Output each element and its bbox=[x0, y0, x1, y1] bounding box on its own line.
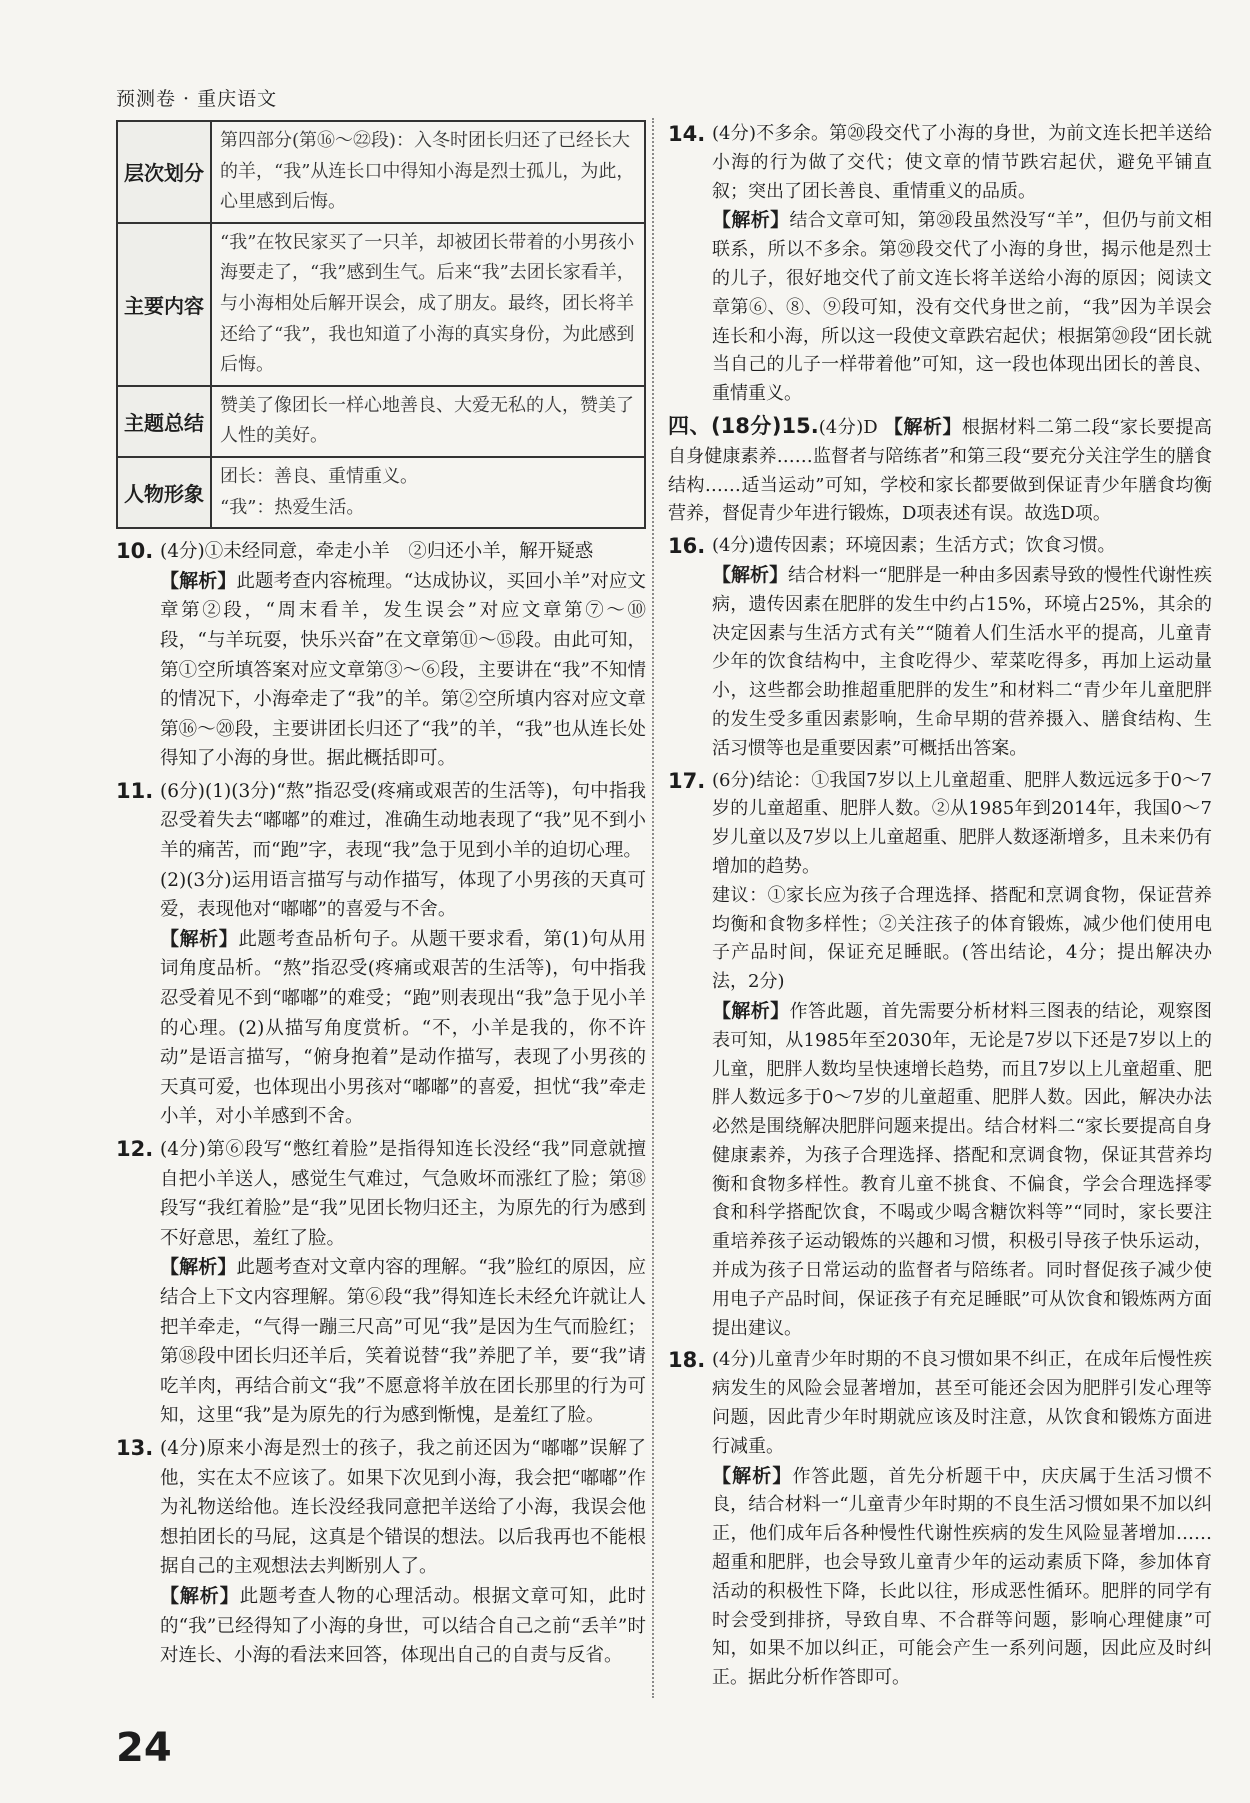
row-content-line: 团长：善良、重情重义。 bbox=[220, 465, 418, 487]
analysis-label: 【 解析 】 bbox=[160, 1256, 236, 1278]
question-number: 10. bbox=[116, 539, 154, 564]
left-column bbox=[116, 120, 646, 1674]
paragraph-text: (4分)儿童青少年时期的不良习惯如果不纠正，在成年后慢性疾病发生的风险会显著增加，甚至可能还会因为肥胖引发心理等问题，因此青少年时期就应该及时注意，从饮食和锻炼方面进行减重。 bbox=[712, 1349, 1212, 1457]
analysis-label: 【 解析 】 bbox=[712, 209, 789, 231]
left-questions bbox=[116, 537, 646, 1671]
paragraph-text: 结合文章可知，第⑳段虽然没写“羊”，但仍与前文相联系，所以不多余。第⑳段交代了小海的身世，揭示他是烈士的儿子，很好地交代了前文连长将羊送给小海的原因；阅读文章第⑥、⑧、⑨段可知，没有交代身世之前，“我”因为羊误会连长和小海，所以这一段使文章跌宕起伏；根据第⑳段“团长就当自己的儿子一样带着他”可知，这一段也体现出团长的善良、重情重义。 bbox=[712, 210, 1212, 405]
answer-text bbox=[160, 1135, 646, 1253]
answer-analysis bbox=[160, 925, 646, 1132]
answer-text bbox=[160, 866, 646, 925]
paragraph-text: (4分)遗传因素；环境因素；生活方式；饮食习惯。 bbox=[712, 535, 1116, 557]
row-label: 层次划分 bbox=[117, 121, 211, 223]
question-item bbox=[116, 537, 646, 774]
question-item bbox=[668, 412, 1212, 529]
question-item bbox=[116, 1135, 646, 1431]
analysis-label: 【 解析 】 bbox=[712, 564, 788, 586]
answer-analysis bbox=[712, 1462, 1212, 1693]
answer-text bbox=[160, 777, 646, 866]
row-content: 赞美了像团长一样心地善良、大爱无私的人，赞美了人性的美好。 bbox=[211, 386, 645, 457]
row-label: 人物形象 bbox=[117, 457, 211, 528]
question-number: 11. bbox=[116, 778, 154, 803]
row-content: 第四部分(第⑯～㉒段)：入冬时团长归还了已经长大的羊，“我”从连长口中得知小海是烈士孤儿，为此，心里感到后悔。 bbox=[211, 121, 645, 223]
analysis-label: 【 解析 】 bbox=[712, 1465, 793, 1487]
answer-text bbox=[712, 1346, 1212, 1461]
row-label: 主题总结 bbox=[117, 386, 211, 457]
answer-text bbox=[160, 1434, 646, 1582]
paragraph-text: 作答此题，首先分析题干中，庆庆属于生活习惯不良，结合材料一“儿童青少年时期的不良生活习惯如果不加以纠正，他们成年后各种慢性代谢性疾病的发生风险显著增加……超重和肥胖，也会导致儿童青少年的运动素质下降，参加体育活动的积极性下降，长此以往，形成恶性循环。肥胖的同学有时会受到排挤，导致自卑、不合群等问题，影响心理健康”可知，如果不加以纠正，可能会产生一系列问题，因此应及时纠正。据此分析作答即可。 bbox=[712, 1465, 1212, 1689]
page-header: 预测卷 · 重庆语文 bbox=[116, 88, 278, 110]
summary-table bbox=[116, 120, 646, 529]
analysis-label: 【 解析 】 bbox=[712, 1000, 790, 1022]
answer-text bbox=[668, 412, 1212, 529]
paragraph-text: 此题考查内容梳理。“达成协议，买回小羊”对应文章第②段，“周末看羊，发生误会”对应文章第⑦～⑩段，“与羊玩耍，快乐兴奋”在文章第⑪～⑮段。由此可知，第①空所填答案对应文章第③～⑥段，主要讲在“我”不知情的情况下，小海牵走了“我”的羊。第②空所填内容对应文章第⑯～⑳段，主要讲团长归还了“我”的羊，“我”也从连长处得知了小海的身世。据此概括即可。 bbox=[160, 570, 646, 770]
right-questions bbox=[668, 120, 1212, 1693]
paragraph-text: 此题考查对文章内容的理解。“我”脸红的原因，应结合上下文内容理解。第⑥段“我”得知连长未经允许就让人把羊牵走，“气得一蹦三尺高”可见“我”是因为生气而脸红；第⑱段中团长归还羊后，笑着说替“我”养肥了羊，要“我”请吃羊肉，再结合前文“我”不愿意将羊放在团长那里的行为可知，这里“我”是为原先的行为感到惭愧，是羞红了脸。 bbox=[160, 1257, 646, 1427]
answer-text bbox=[712, 120, 1212, 206]
answer-text bbox=[712, 882, 1212, 997]
analysis-label: 【 解析 】 bbox=[884, 416, 962, 438]
page-number: 24 bbox=[116, 1725, 172, 1771]
question-item bbox=[116, 1434, 646, 1671]
paragraph-text: (4分)原来小海是烈士的孩子，我之前还因为“嘟嘟”误解了他，实在太不应该了。如果下次见到小海，我会把“嘟嘟”作为礼物送给他。连长没经我同意把羊送给了小海，我误会他想拍团长的马屁，这真是个错误的想法。以后我再也不能根据自己的主观想法去判断别人了。 bbox=[160, 1437, 646, 1578]
paragraph-text: (4分)不多余。第⑳段交代了小海的身世，为前文连长把羊送给小海的行为做了交代；使文章的情节跌宕起伏，避免平铺直叙；突出了团长善良、重情重义的品质。 bbox=[712, 123, 1212, 202]
answer-text bbox=[712, 532, 1212, 561]
question-number: 16. bbox=[668, 534, 706, 559]
paragraph-text: 根据材料二第二段“家长要提高自身健康素养……监督者与陪练者”和第三段“要充分关注学生的膳食结构……适当运动”可知，学校和家长都要做到保证青少年膳食均衡营养，督促青少年进行锻炼，D项表述有误。故选D项。 bbox=[668, 416, 1212, 525]
paragraph-text: 建议：①家长应为孩子合理选择、搭配和烹调食物，保证营养均衡和食物多样性；②关注孩子的体育锻炼，减少他们使用电子产品时间，保证充足睡眠。(答出结论，4分；提出解决办法，2分) bbox=[712, 884, 1212, 993]
paragraph-text: (4分)第⑥段写“憋红着脸”是指得知连长没经“我”同意就擅自把小羊送人，感觉生气难过，气急败坏而涨红了脸；第⑱段写“我红着脸”是“我”见团长物归还主，为原先的行为感到不好意思，羞红了脸。 bbox=[160, 1139, 646, 1249]
paragraph-text: 此题考查品析句子。从题干要求看，第(1)句从用词角度品析。“熬”指忍受(疼痛或艰苦的生活等)，句中指我忍受着见不到“嘟嘟”的难受；“跑”则表现出“我”急于见小羊的心理。(2)从描写角度赏析。“不，小羊是我的，你不许动”是语言描写，“俯身抱着”是动作描写，表现了小男孩的天真可爱，也体现出小男孩对“嘟嘟”的喜爱，担忧“我”牵走小羊，对小羊感到不舍。 bbox=[160, 928, 646, 1128]
analysis-label: 【 解析 】 bbox=[160, 928, 238, 950]
paragraph-text: 此题考查人物的心理活动。根据文章可知，此时的“我”已经得知了小海的身世，可以结合自己之前“丢羊”时对连长、小海的看法来回答，体现出自己的自责与反省。 bbox=[160, 1585, 646, 1667]
question-item bbox=[668, 767, 1212, 1344]
question-number: 14. bbox=[668, 122, 706, 146]
analysis-label: 【 解析 】 bbox=[160, 1585, 240, 1607]
answer-analysis bbox=[712, 206, 1212, 409]
question-number: 13. bbox=[116, 1435, 154, 1460]
question-item bbox=[116, 777, 646, 1132]
right-column bbox=[668, 120, 1212, 1696]
table-row bbox=[117, 121, 645, 223]
row-content bbox=[211, 457, 645, 528]
answer-analysis bbox=[712, 997, 1212, 1344]
paragraph-text: (4分)D bbox=[818, 416, 878, 438]
paragraph-text: (4分)①未经同意，牵走小羊 ②归还小羊，解开疑惑 bbox=[160, 541, 594, 563]
row-content: “我”在牧民家买了一只羊，却被团长带着的小男孩小海要走了，“我”感到生气。后来“我”去团长家看羊，与小海相处后解开误会，成了朋友。最终，团长将羊还给了“我”，我也知道了小海的真实身份，为此感到后悔。 bbox=[211, 223, 645, 386]
analysis-label: 【 解析 】 bbox=[160, 570, 236, 592]
question-number: 18. bbox=[668, 1348, 706, 1373]
paragraph-text: 结合材料一“肥胖是一种由多因素导致的慢性代谢性疾病，遗传因素在肥胖的发生中约占15%，环境占25%，其余的决定因素与生活方式有关”“随着人们生活水平的提高，儿童青少年的饮食结构中，主食吃得少、荤菜吃得多，再加上运动量小，这些都会助推超重肥胖的发生”和材料二“青少年儿童肥胖的发生受多重因素影响，生命早期的营养摄入、膳食结构、生活习惯等也是重要因素”可概括出答案。 bbox=[712, 564, 1212, 759]
question-number: 四、(18分)15. bbox=[668, 413, 819, 438]
question-item bbox=[668, 532, 1212, 763]
question-number: 12. bbox=[116, 1137, 154, 1161]
question-number: 17. bbox=[668, 768, 706, 793]
row-label: 主要内容 bbox=[117, 223, 211, 386]
question-item bbox=[668, 120, 1212, 409]
answer-analysis bbox=[160, 1582, 646, 1671]
answer-analysis bbox=[160, 567, 646, 774]
answer-text bbox=[160, 537, 646, 567]
paragraph-text: 作答此题，首先需要分析材料三图表的结论，观察图表可知，从1985年至2030年，无论是7岁以下还是7岁以上的儿童，肥胖人数均呈快速增长趋势，而且7岁以上儿童超重、肥胖人数远多于0～7岁的儿童超重、肥胖人数。因此，解决办法必然是围绕解决肥胖问题来提出。结合材料二“家长要提高自身健康素养，为孩子合理选择、搭配和烹调食物，保证其营养均衡和食物多样性。教育儿童不挑食、不偏食，学会合理选择零食和科学搭配饮食，不喝或少喝含糖饮料等”“同时，家长要注重培养孩子运动锻炼的兴趣和习惯，积极引导孩子快乐运动，并成为孩子日常运动的监督者与陪练者。同时督促孩子减少使用电子产品时间，保证孩子有充足睡眠”可从饮食和锻炼两方面提出建议。 bbox=[712, 1000, 1212, 1339]
paragraph-text: (2)(3分)运用语言描写与动作描写，体现了小男孩的天真可爱，表现他对“嘟嘟”的喜爱与不舍。 bbox=[160, 869, 646, 921]
row-content-line: “我”：热爱生活。 bbox=[220, 496, 365, 518]
table-row bbox=[117, 386, 645, 457]
question-item bbox=[668, 1346, 1212, 1693]
paragraph-text: (6分)(1)(3分)“熬”指忍受(疼痛或艰苦的生活等)，句中指我忍受着失去“嘟嘟”的难过，准确生动地表现了“我”见不到小羊的痛苦，而“跑”字，表现“我”急于见到小羊的迫切心理。 bbox=[160, 780, 646, 862]
table-row bbox=[117, 223, 645, 386]
answer-analysis bbox=[160, 1253, 646, 1431]
column-divider bbox=[652, 118, 654, 1698]
paragraph-text: (6分)结论：①我国7岁以上儿童超重、肥胖人数远远多于0～7岁的儿童超重、肥胖人数。②从1985年到2014年，我国0～7岁儿童以及7岁以上儿童超重、肥胖人数逐渐增多，且未来仍有增加的趋势。 bbox=[712, 769, 1212, 877]
table-row bbox=[117, 457, 645, 528]
answer-text bbox=[712, 767, 1212, 882]
answer-analysis bbox=[712, 561, 1212, 764]
